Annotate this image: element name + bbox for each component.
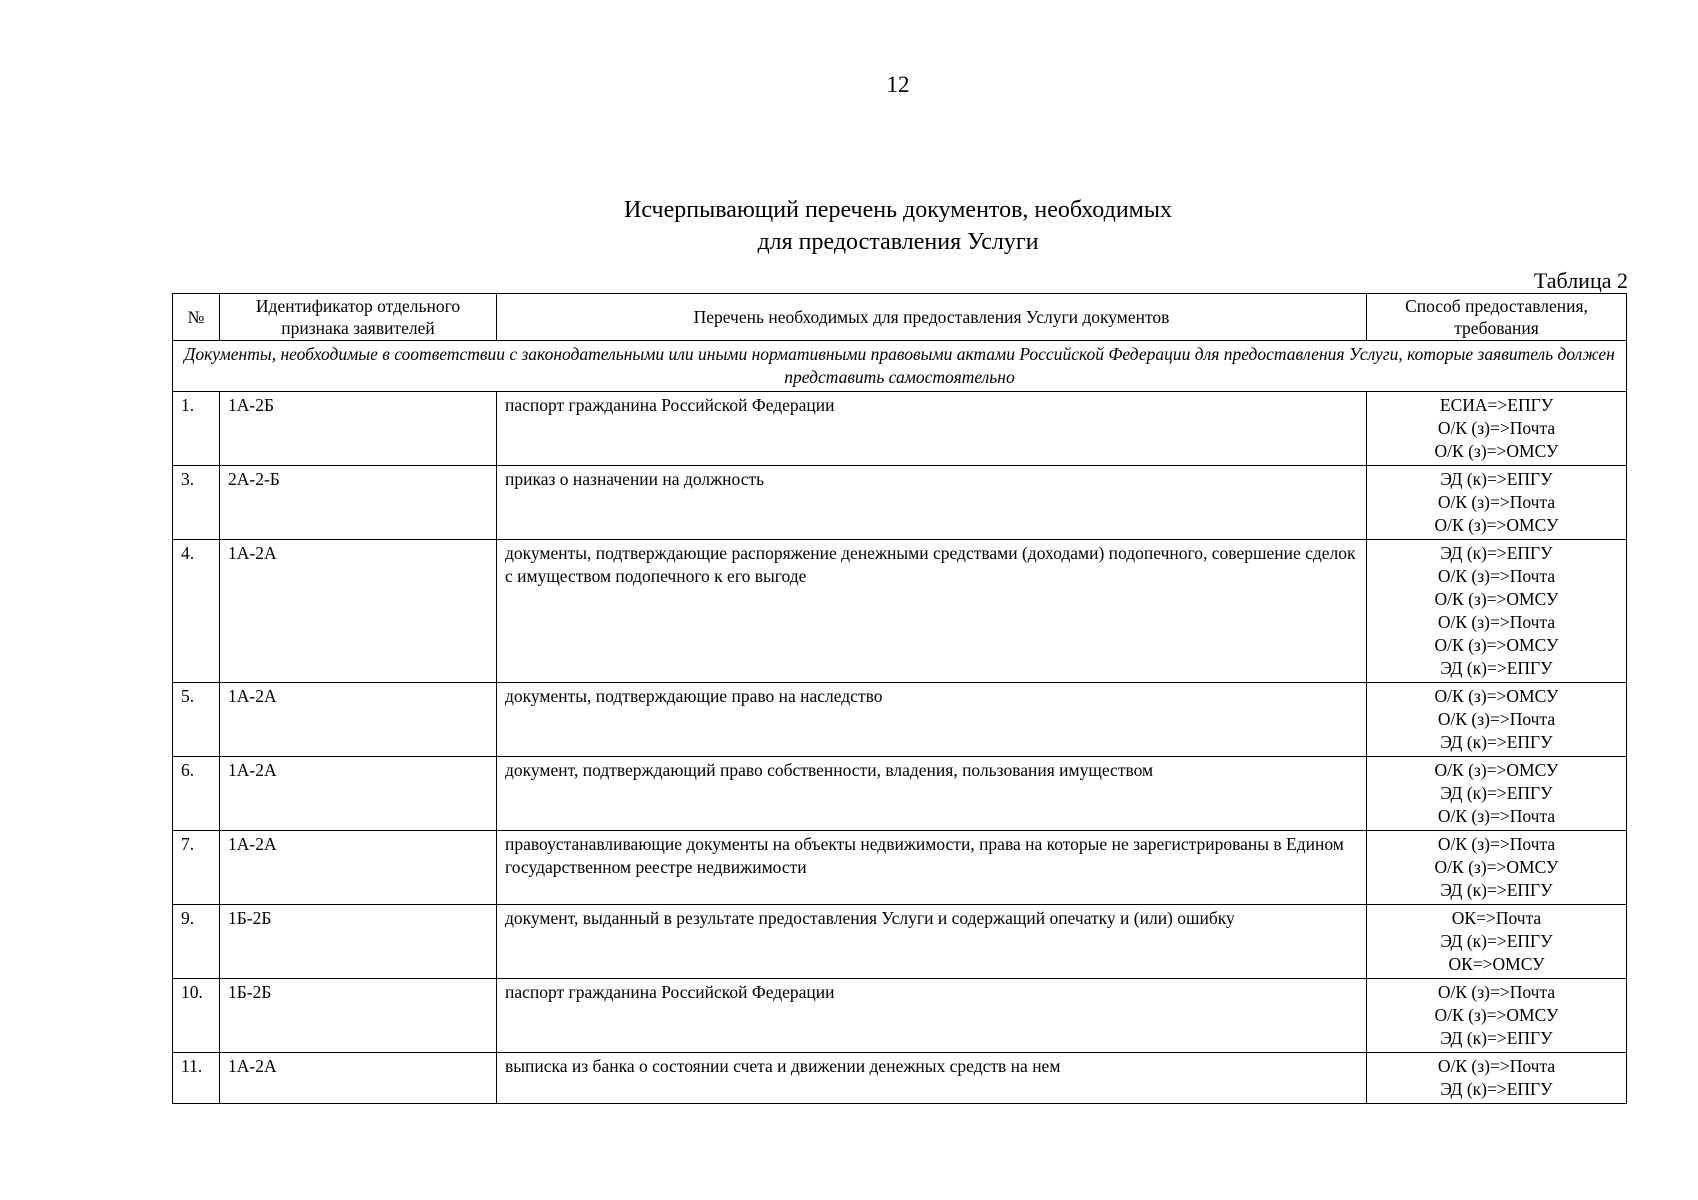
method-line: О/К (з)=>Почта: [1437, 566, 1556, 586]
method-line: ЭД (к)=>ЕПГУ: [1440, 783, 1553, 803]
row-identifier: 1Б-2Б: [220, 905, 497, 979]
row-method: [1367, 683, 1627, 757]
row-number: 7.: [173, 831, 220, 905]
row-number: 9.: [173, 905, 220, 979]
method-line: О/К (з)=>Почта: [1437, 418, 1556, 438]
table-header-row: [173, 294, 1627, 341]
method-line: О/К (з)=>Почта: [1437, 709, 1556, 729]
method-line: О/К (з)=>ОМСУ: [1434, 857, 1559, 877]
row-method: [1367, 757, 1627, 831]
page-number: 12: [886, 72, 910, 97]
row-identifier: 1А-2А: [220, 757, 497, 831]
method-line: О/К (з)=>ОМСУ: [1434, 760, 1559, 780]
row-document: документ, выданный в результате предоставления Услуги и содержащий опечатку и (или) ошибку: [497, 905, 1367, 979]
method-line: О/К (з)=>Почта: [1437, 834, 1556, 854]
row-method: [1367, 392, 1627, 466]
method-line: ЭД (к)=>ЕПГУ: [1440, 1079, 1553, 1099]
method-line: О/К (з)=>ОМСУ: [1434, 441, 1559, 461]
method-line: О/К (з)=>Почта: [1437, 612, 1556, 632]
table-row: [173, 466, 1627, 540]
method-line: ЭД (к)=>ЕПГУ: [1440, 732, 1553, 752]
table-row: [173, 392, 1627, 466]
section-title: Документы, необходимые в соответствии с законодательными или иными нормативными правовыми актами Российской Федерации для предоставления Услуги, которые заявитель должен представить самостоятельно: [173, 341, 1627, 392]
table-row: [173, 683, 1627, 757]
row-identifier: 1А-2А: [220, 683, 497, 757]
table-row: [173, 1053, 1627, 1104]
method-line: ЭД (к)=>ЕПГУ: [1440, 469, 1553, 489]
row-document: паспорт гражданина Российской Федерации: [497, 979, 1367, 1053]
row-document: документы, подтверждающие право на наследство: [497, 683, 1367, 757]
document-title: [172, 194, 1624, 258]
method-line: ЭД (к)=>ЕПГУ: [1440, 1028, 1553, 1048]
row-method: [1367, 1053, 1627, 1104]
method-line: ЕСИА=>ЕПГУ: [1439, 395, 1554, 415]
header-number: №: [173, 294, 220, 341]
row-document: документы, подтверждающие распоряжение денежными средствами (доходами) подопечного, совершение сделок с имуществом подопечного к его выгоде: [497, 540, 1367, 683]
row-number: 11.: [173, 1053, 220, 1104]
method-line: О/К (з)=>Почта: [1437, 806, 1556, 826]
table-row: [173, 905, 1627, 979]
method-line: О/К (з)=>Почта: [1437, 1056, 1556, 1076]
method-line: О/К (з)=>ОМСУ: [1434, 515, 1559, 535]
method-line: О/К (з)=>ОМСУ: [1434, 589, 1559, 609]
method-line: О/К (з)=>Почта: [1437, 492, 1556, 512]
row-method: [1367, 831, 1627, 905]
table-caption: Таблица 2: [1533, 268, 1628, 293]
row-number: 10.: [173, 979, 220, 1053]
method-line: О/К (з)=>Почта: [1437, 982, 1556, 1002]
method-line: ОК=>Почта: [1451, 908, 1542, 928]
table-row: [173, 757, 1627, 831]
header-document-list: Перечень необходимых для предоставления Услуги документов: [497, 294, 1367, 341]
row-number: 3.: [173, 466, 220, 540]
row-identifier: 2А-2-Б: [220, 466, 497, 540]
row-identifier: 1А-2Б: [220, 392, 497, 466]
title-line-1: Исчерпывающий перечень документов, необходимых: [624, 197, 1172, 223]
header-identifier: Идентификатор отдельного признака заявителей: [220, 294, 497, 341]
header-method: Способ предоставления, требования: [1367, 294, 1627, 341]
row-identifier: 1А-2А: [220, 831, 497, 905]
row-method: [1367, 466, 1627, 540]
row-method: [1367, 979, 1627, 1053]
row-method: [1367, 905, 1627, 979]
section-row: [173, 341, 1627, 392]
row-number: 6.: [173, 757, 220, 831]
title-line-2: для предоставления Услуги: [757, 229, 1039, 255]
row-identifier: 1Б-2Б: [220, 979, 497, 1053]
documents-table: [172, 293, 1627, 1104]
method-line: О/К (з)=>ОМСУ: [1434, 1005, 1559, 1025]
method-line: ЭД (к)=>ЕПГУ: [1440, 658, 1553, 678]
row-document: паспорт гражданина Российской Федерации: [497, 392, 1367, 466]
row-number: 1.: [173, 392, 220, 466]
row-document: правоустанавливающие документы на объекты недвижимости, права на которые не зарегистрированы в Едином государственном реестре недвижимости: [497, 831, 1367, 905]
table-row: [173, 540, 1627, 683]
row-number: 4.: [173, 540, 220, 683]
row-method: [1367, 540, 1627, 683]
method-line: ЭД (к)=>ЕПГУ: [1440, 931, 1553, 951]
table-row: [173, 979, 1627, 1053]
method-line: ЭД (к)=>ЕПГУ: [1440, 880, 1553, 900]
row-document: приказ о назначении на должность: [497, 466, 1367, 540]
row-number: 5.: [173, 683, 220, 757]
method-line: О/К (з)=>ОМСУ: [1434, 686, 1559, 706]
row-document: выписка из банка о состоянии счета и движении денежных средств на нем: [497, 1053, 1367, 1104]
row-document: документ, подтверждающий право собственности, владения, пользования имуществом: [497, 757, 1367, 831]
method-line: ЭД (к)=>ЕПГУ: [1440, 543, 1553, 563]
method-line: ОК=>ОМСУ: [1448, 954, 1545, 974]
method-line: О/К (з)=>ОМСУ: [1434, 635, 1559, 655]
row-identifier: 1А-2А: [220, 1053, 497, 1104]
table-row: [173, 831, 1627, 905]
row-identifier: 1А-2А: [220, 540, 497, 683]
